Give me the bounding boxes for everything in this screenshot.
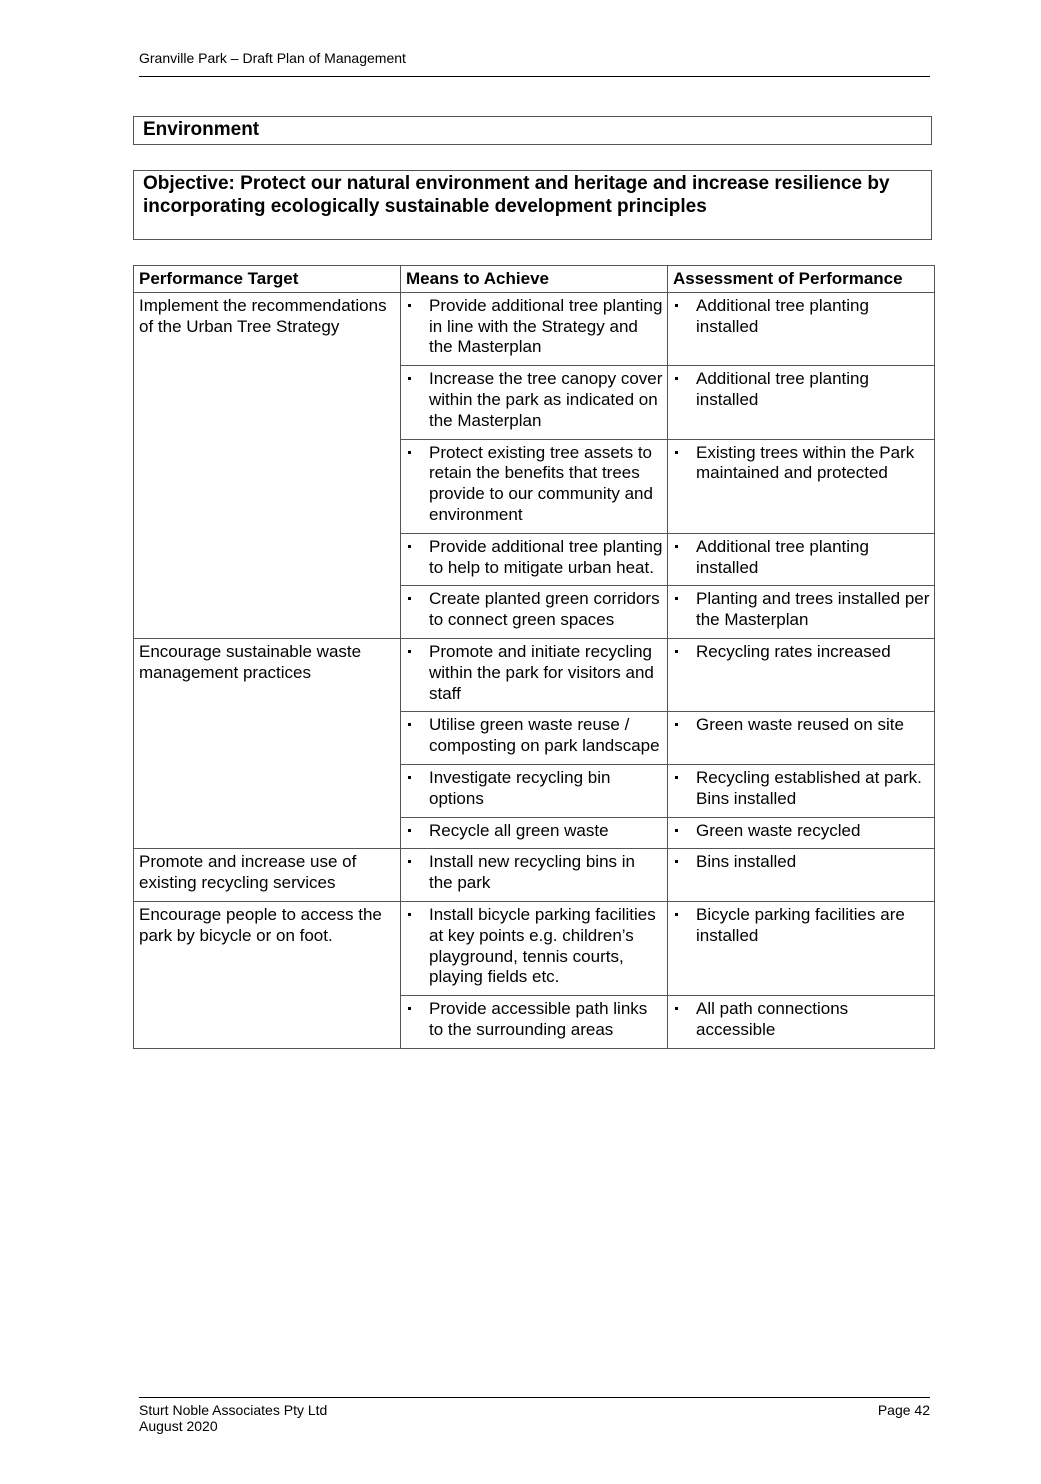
assessment-cell: Additional tree planting installed [668, 533, 935, 586]
footer-company: Sturt Noble Associates Pty Ltd [139, 1402, 328, 1418]
table-row [134, 849, 935, 902]
means-cell: Provide accessible path links to the surrounding areas [401, 996, 668, 1049]
section-title: Environment [133, 116, 932, 145]
footer-date: August 2020 [139, 1418, 218, 1434]
footer-divider [139, 1397, 930, 1398]
means-cell: Promote and initiate recycling within the park for visitors and staff [401, 638, 668, 711]
column-header-means-to-achieve: Means to Achieve [401, 266, 668, 293]
assessment-cell: Green waste reused on site [668, 712, 935, 765]
means-cell: Protect existing tree assets to retain the benefits that trees provide to our community and environment [401, 439, 668, 533]
assessment-cell: Additional tree planting installed [668, 366, 935, 439]
target-cell: Promote and increase use of existing recycling services [134, 849, 401, 902]
assessment-cell: Recycling established at park. Bins installed [668, 764, 935, 817]
assessment-cell: Planting and trees installed per the Masterplan [668, 586, 935, 639]
table-header-row [134, 266, 935, 293]
page-number: Page 42 [877, 1402, 930, 1418]
means-cell: Recycle all green waste [401, 817, 668, 849]
performance-table [133, 265, 935, 1049]
assessment-cell: Bins installed [668, 849, 935, 902]
means-cell: Increase the tree canopy cover within the park as indicated on the Masterplan [401, 366, 668, 439]
table-row [134, 901, 935, 995]
target-cell: Implement the recommendations of the Urban Tree Strategy [134, 292, 401, 638]
means-cell: Utilise green waste reuse / composting on park landscape [401, 712, 668, 765]
target-cell: Encourage sustainable waste management practices [134, 638, 401, 848]
assessment-cell: All path connections accessible [668, 996, 935, 1049]
table-row [134, 292, 935, 365]
table-row [134, 638, 935, 711]
header-divider [139, 76, 930, 77]
means-cell: Provide additional tree planting to help to mitigate urban heat. [401, 533, 668, 586]
means-cell: Investigate recycling bin options [401, 764, 668, 817]
assessment-cell: Additional tree planting installed [668, 292, 935, 365]
document-header: Granville Park – Draft Plan of Management [139, 50, 406, 66]
footer-info [139, 1402, 327, 1434]
column-header-performance-target: Performance Target [134, 266, 401, 293]
assessment-cell: Existing trees within the Park maintained and protected [668, 439, 935, 533]
target-cell: Encourage people to access the park by bicycle or on foot. [134, 901, 401, 1048]
means-cell: Install bicycle parking facilities at key points e.g. children’s playground, tennis courts, playing fields etc. [401, 901, 668, 995]
assessment-cell: Recycling rates increased [668, 638, 935, 711]
objective-statement: Objective: Protect our natural environment and heritage and increase resilience by incorporating ecologically sustainable development principles [133, 170, 932, 240]
assessment-cell: Bicycle parking facilities are installed [668, 901, 935, 995]
means-cell: Install new recycling bins in the park [401, 849, 668, 902]
means-cell: Create planted green corridors to connect green spaces [401, 586, 668, 639]
means-cell: Provide additional tree planting in line with the Strategy and the Masterplan [401, 292, 668, 365]
assessment-cell: Green waste recycled [668, 817, 935, 849]
column-header-assessment: Assessment of Performance [668, 266, 935, 293]
